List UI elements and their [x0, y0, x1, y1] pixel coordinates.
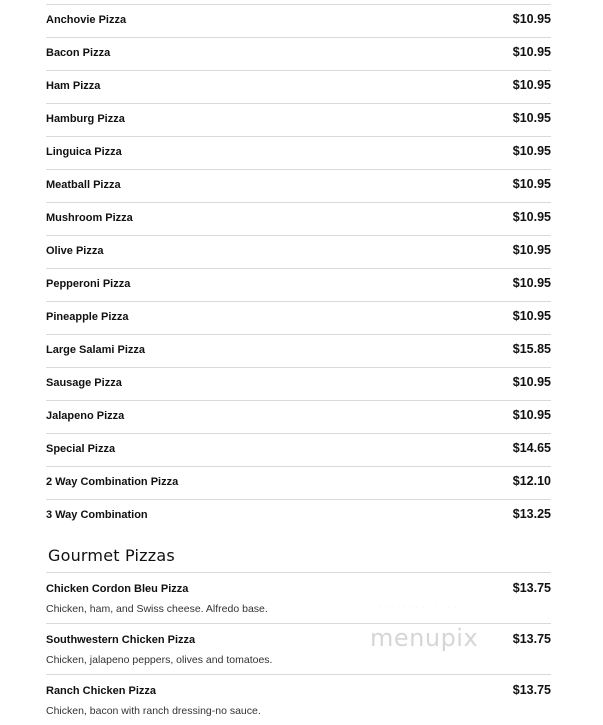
gourmet-item-price: $13.75: [512, 683, 551, 697]
menu-item-name: Mushroom Pizza: [46, 212, 133, 224]
gourmet-item-price: $13.75: [512, 632, 551, 646]
menu-item-price: $10.95: [512, 111, 551, 125]
menu-item: [46, 136, 551, 169]
menu-item: [46, 400, 551, 433]
menu-item-name: Jalapeno Pizza: [46, 410, 125, 422]
menu-item-name: Meatball Pizza: [46, 179, 121, 191]
menu-item-price: $10.95: [512, 210, 551, 224]
gourmet-item-price: $13.75: [512, 581, 551, 595]
menu-item-name: 2 Way Combination Pizza: [46, 476, 179, 488]
menu-item-name: Olive Pizza: [46, 245, 104, 257]
section-title-gourmet: Gourmet Pizzas: [48, 546, 175, 565]
menu-item: [46, 169, 551, 202]
menu-item: [46, 235, 551, 268]
menu-item-name: 3 Way Combination: [46, 509, 148, 521]
gourmet-item: [46, 674, 551, 725]
gourmet-item: [46, 572, 551, 623]
menu-item: [46, 70, 551, 103]
menu-item: [46, 466, 551, 499]
menu-item-name: Sausage Pizza: [46, 377, 122, 389]
menu-item-name: Linguica Pizza: [46, 146, 122, 158]
watermark-logo: menupix: [370, 624, 479, 652]
menu-item: [46, 4, 551, 37]
menu-item-price: $10.95: [512, 45, 551, 59]
menu-item-price: $10.95: [512, 144, 551, 158]
menu-item-price: $10.95: [512, 12, 551, 26]
menu-item-name: Special Pizza: [46, 443, 116, 455]
menu-item: [46, 268, 551, 301]
menu-item-price: $12.10: [512, 474, 551, 488]
menu-item-name: Hamburg Pizza: [46, 113, 125, 125]
menu-item: [46, 202, 551, 235]
watermark-dots: · · · · · · · · · · · · · ·: [372, 604, 457, 611]
menu-item-price: $10.95: [512, 177, 551, 191]
menu-item: [46, 367, 551, 400]
menu-item-price: $10.95: [512, 276, 551, 290]
menu-item-price: $13.25: [512, 507, 551, 521]
menu-item-name: Bacon Pizza: [46, 47, 111, 59]
gourmet-item-description: Chicken, ham, and Swiss cheese. Alfredo base.: [46, 603, 268, 615]
gourmet-item: [46, 623, 551, 674]
gourmet-item-description: Chicken, jalapeno peppers, olives and tomatoes.: [46, 654, 273, 666]
menu-item: [46, 103, 551, 136]
gourmet-item-name: Chicken Cordon Bleu Pizza: [46, 583, 189, 595]
menu-item-price: $10.95: [512, 375, 551, 389]
gourmet-menu-list: [46, 572, 551, 725]
menu-item-name: Pineapple Pizza: [46, 311, 129, 323]
menu-item-price: $10.95: [512, 78, 551, 92]
menu-item-name: Pepperoni Pizza: [46, 278, 131, 290]
gourmet-item-name: Ranch Chicken Pizza: [46, 685, 157, 697]
menu-item: [46, 499, 551, 532]
menu-item: [46, 301, 551, 334]
menu-item-price: $10.95: [512, 408, 551, 422]
menu-item-price: $10.95: [512, 243, 551, 257]
menu-item-price: $15.85: [512, 342, 551, 356]
menu-item-name: Large Salami Pizza: [46, 344, 146, 356]
menu-item-price: $14.65: [512, 441, 551, 455]
menu-item-price: $10.95: [512, 309, 551, 323]
menu-item: [46, 433, 551, 466]
menu-item: [46, 334, 551, 367]
menu-item: [46, 37, 551, 70]
gourmet-item-name: Southwestern Chicken Pizza: [46, 634, 196, 646]
menu-item-name: Ham Pizza: [46, 80, 101, 92]
gourmet-item-description: Chicken, bacon with ranch dressing-no sauce.: [46, 705, 261, 717]
menu-item-name: Anchovie Pizza: [46, 14, 127, 26]
pizza-menu-list: [46, 4, 551, 532]
